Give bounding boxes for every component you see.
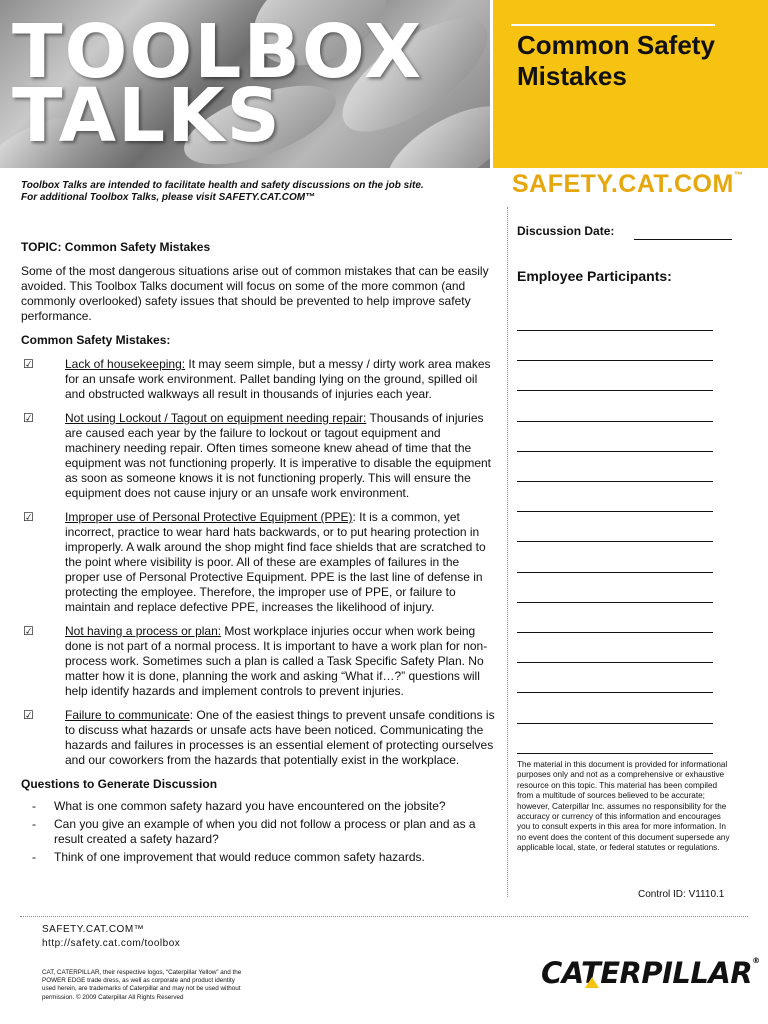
intro-line-2: For additional Toolbox Talks, please visit SAFETY.CAT.COM™ bbox=[21, 192, 316, 203]
participants-heading: Employee Participants: bbox=[517, 268, 672, 284]
checkbox-icon: ☑ bbox=[23, 624, 34, 638]
participant-signature-line[interactable] bbox=[517, 692, 713, 693]
title-divider bbox=[511, 24, 715, 26]
participant-signature-line[interactable] bbox=[517, 360, 713, 361]
intro-paragraph: Some of the most dangerous situations arise out of common mistakes that can be easily avoided. This Toolbox Talks document will focus on some of the more common (and commonly overlooked) safety issues that should be prevented to help improve safety performance. bbox=[21, 264, 489, 323]
trademark-mark: ™ bbox=[733, 170, 744, 180]
item-label: Lack of housekeeping: bbox=[65, 357, 186, 371]
checkbox-icon: ☑ bbox=[23, 357, 34, 371]
footer-site-name: SAFETY.CAT.COM™ bbox=[42, 924, 145, 935]
participant-signature-line[interactable] bbox=[517, 541, 713, 542]
question-item bbox=[21, 850, 497, 865]
questions-heading: Questions to Generate Discussion bbox=[21, 777, 218, 791]
item-text: Most workplace injuries occur when work being done is not part of a normal process. It is important to have a work plan for non-process work. Sometimes such a plan is called a Task Specific Safety Plan. No matter how it is done, planning the work and asking “What if…?” questions will help identify hazards and implement controls to prevent injuries. bbox=[65, 624, 488, 698]
question-text: What is one common safety hazard you have encountered on the jobsite? bbox=[54, 799, 446, 813]
question-item bbox=[21, 817, 497, 847]
page-title: Common Safety Mistakes bbox=[517, 30, 715, 91]
item-text: Thousands of injuries are caused each year by the failure to lockout or tagout equipment and machinery needing repair. Often times someone knew ahead of time that the equipment was not functioning properly. It is imperative to disable the equipment as soon as someone knows it is not functioning properly. This will ensure the equipment does not cause injury or an unsafe work environment. bbox=[65, 411, 492, 500]
participant-signature-line[interactable] bbox=[517, 330, 713, 331]
mistakes-heading: Common Safety Mistakes: bbox=[21, 333, 171, 347]
safety-cat-brand bbox=[512, 170, 743, 199]
title-box bbox=[493, 0, 768, 168]
discussion-date-label: Discussion Date: bbox=[517, 224, 615, 238]
dash-bullet: - bbox=[32, 850, 36, 864]
sidebar bbox=[517, 224, 747, 284]
logo-triangle-icon bbox=[585, 977, 599, 988]
question-item bbox=[21, 799, 497, 814]
banner-title-line-1: TOOLBOX bbox=[12, 9, 424, 95]
main-column bbox=[21, 240, 497, 868]
banner-title bbox=[12, 9, 424, 159]
safety-cat-brand-text: SAFETY.CAT.COM bbox=[512, 170, 734, 198]
intro-line-1: Toolbox Talks are intended to facilitate health and safety discussions on the job site. bbox=[21, 180, 424, 191]
control-id: Control ID: V1110.1 bbox=[638, 889, 725, 900]
item-label: Not having a process or plan: bbox=[65, 624, 222, 638]
participant-signature-line[interactable] bbox=[517, 481, 713, 482]
banner-title-line-2: TALKS bbox=[12, 73, 282, 159]
caterpillar-logo-text: CATERPILLAR bbox=[541, 956, 753, 990]
footer-url-link[interactable]: http://safety.cat.com/toolbox bbox=[42, 938, 181, 949]
toolbox-talks-banner bbox=[0, 0, 490, 168]
discussion-date-field[interactable] bbox=[634, 239, 732, 240]
intro-note bbox=[21, 180, 491, 204]
item-label: Improper use of Personal Protective Equipment (PPE) bbox=[65, 510, 353, 524]
list-item bbox=[21, 708, 497, 768]
item-label: Not using Lockout / Tagout on equipment needing repair: bbox=[65, 411, 367, 425]
footer-legal-text: CAT, CATERPILLAR, their respective logos, “Caterpillar Yellow” and the POWER EDGE trade dress, as well as corporate and product identity used herein, are trademarks of Caterpillar and may not be used without permission. © 2009 Caterpillar All Rights Reserved bbox=[42, 969, 242, 1001]
participant-signature-line[interactable] bbox=[517, 572, 713, 573]
item-text: : One of the easiest things to prevent unsafe conditions is to discuss what hazards or unsafe acts have been noticed. Communicating the hazards and failures in processes is an essential element of protecting ourselves and our coworkers from the hazards that potentially exist in the workplace. bbox=[65, 708, 495, 767]
participant-signature-line[interactable] bbox=[517, 451, 713, 452]
disclaimer-text: The material in this document is provided for informational purposes only and not as a comprehensive or exhaustive resource on this topic. This material has been compiled from a multitude of sources believed to be accurate; however, Caterpillar Inc. assumes no responsibility for the accuracy or currency of this information and encourages you to consult experts in this area for more information. In no event does the content of this document supersede any applicable local, state, or federal statutes or regulations. bbox=[517, 760, 730, 853]
list-item bbox=[21, 510, 497, 615]
footer-divider bbox=[20, 916, 748, 917]
participant-signature-line[interactable] bbox=[517, 511, 713, 512]
dash-bullet: - bbox=[32, 799, 36, 813]
topic-heading: TOPIC: Common Safety Mistakes bbox=[21, 240, 211, 254]
item-label: Failure to communicate bbox=[65, 708, 190, 722]
checkbox-icon: ☑ bbox=[23, 708, 34, 722]
question-text: Think of one improvement that would reduce common safety hazards. bbox=[54, 850, 425, 864]
participant-signature-line[interactable] bbox=[517, 421, 713, 422]
registered-mark: ® bbox=[752, 956, 760, 965]
participant-signature-line[interactable] bbox=[517, 662, 713, 663]
footer-site-info bbox=[42, 923, 180, 951]
item-text: : It is a common, yet incorrect, practice to wear hard hats backwards, or to put hearing protection in improperly. A walk around the shop might find face shields that are scratched to the point where visibility is poor. All of these are examples of failures in the proper use of Personal Protective Equipment. PPE is the last line of defense in protecting the employee. Therefore, the improper use of PPE, or failure to maintain and replace defective PPE, increases the likelihood of injury. bbox=[65, 510, 486, 614]
participant-signature-line[interactable] bbox=[517, 632, 713, 633]
list-item bbox=[21, 624, 497, 699]
item-text: It may seem simple, but a messy / dirty work area makes for an unsafe work environment. Pallet banding lying on the ground, spilled oil and obstructed walkways all result in thousands of injuries each year. bbox=[65, 357, 491, 401]
list-item bbox=[21, 357, 497, 402]
participant-signature-line[interactable] bbox=[517, 753, 713, 754]
checkbox-icon: ☑ bbox=[23, 411, 34, 425]
dash-bullet: - bbox=[32, 817, 36, 831]
checkbox-icon: ☑ bbox=[23, 510, 34, 524]
column-divider bbox=[507, 207, 508, 897]
participant-signature-line[interactable] bbox=[517, 723, 713, 724]
participant-signature-line[interactable] bbox=[517, 390, 713, 391]
list-item bbox=[21, 411, 497, 501]
caterpillar-logo bbox=[541, 956, 760, 990]
question-text: Can you give an example of when you did not follow a process or plan and as a result created a safety hazard? bbox=[54, 817, 476, 846]
participant-signature-line[interactable] bbox=[517, 602, 713, 603]
